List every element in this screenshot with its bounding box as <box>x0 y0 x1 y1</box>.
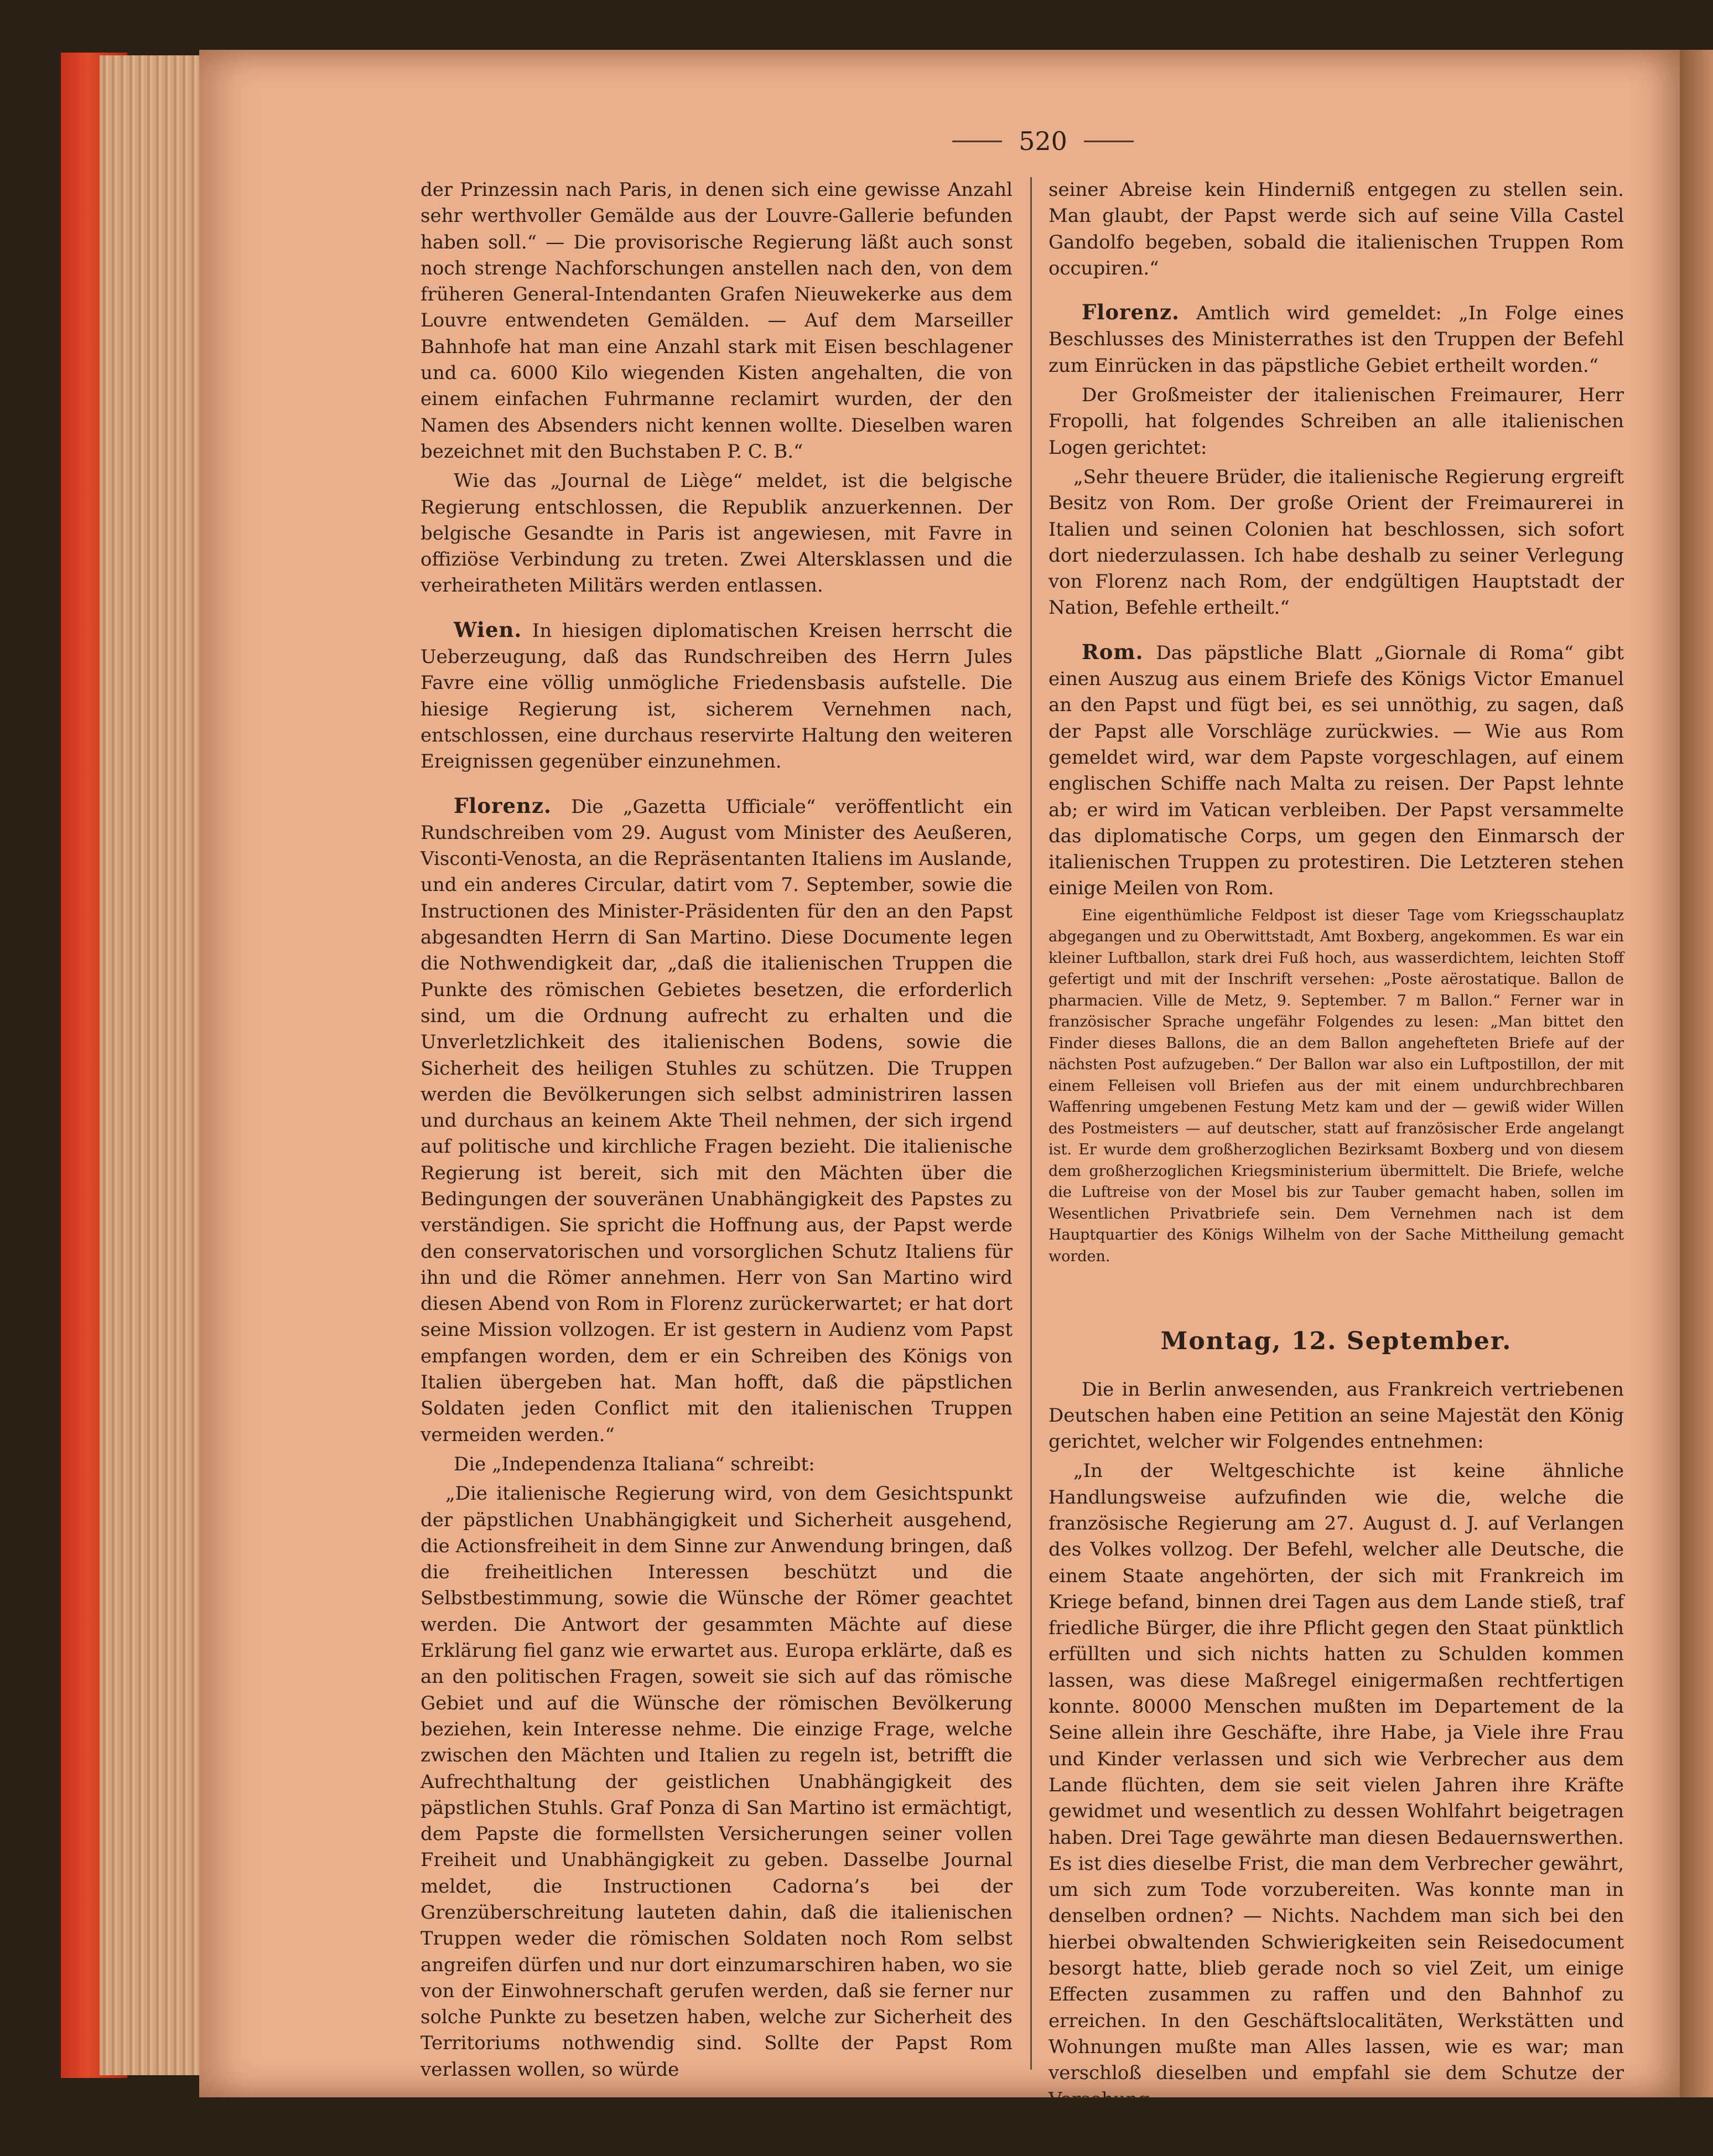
article-dateline: Wien. <box>454 617 522 642</box>
article-dateline: Rom. <box>1082 639 1144 664</box>
left-column <box>421 177 1013 2086</box>
article-text: In hiesigen diplomatischen Kreisen herrscht die Ueberzeugung, daß das Rundschreiben des Herrn Jules Favre eine völlig unmögliche Friedensbasis aufstelle. Die hiesige Regierung ist, sicherem Vernehmen nach, entschlossen, eine durchaus reservirte Haltung den weiteren Ereignissen gegenüber einzunehmen. <box>421 619 1013 773</box>
page-gutter-shadow <box>1680 50 1713 2097</box>
dated-article <box>421 793 1013 1448</box>
header-rule-right <box>1084 141 1134 142</box>
paragraph: Die in Berlin anwesenden, aus Frankreich vertriebenen Deutschen haben eine Petition an seine Majestät den König gerichtet, welcher wir Folgendes entnehmen: <box>1048 1378 1624 1453</box>
feldpost-note: Eine eigenthümliche Feldpost ist dieser Tage vom Kriegsschauplatz abgegangen und zu Oberwittstadt, Amt Boxberg, angekommen. Es war ein kleiner Luftballon, stark drei Fuß hoch, aus wasserdichtem, leichten Stoff gefertigt und mit der Inschrift versehen: „Poste aërostatique. Ballon de pharmacien. Ville de Metz, 9. September. 7 m Ballon.“ Ferner war in französischer Sprache ungefähr Folgendes zu lesen: „Man bittet den Finder dieses Ballons, die an dem Ballon angehefteten Briefe auf der nächsten Post aufzugeben.“ Der Ballon war also ein Luftpostillon, der mit einem Felleisen voll Briefen aus der mit einem undurchbrechbaren Waffenring umgebenen Festung Metz kam und der — gewiß wider Willen des Postmeisters — auf deutscher, statt auf französischer Erde angelangt ist. Er wurde dem großherzoglichen Bezirksamt Boxberg und von diesem dem großherzoglichen Kriegsministerium übermittelt. Die Briefe, welche die Luftreise von der Mosel bis zur Tauber gemacht haben, sollen im Wesentlichen Privatbriefe sein. Dem Vernehmen nach ist dem Hauptquartier des Königs Wilhelm von der Sache Mittheilung gemacht worden. <box>1048 906 1624 1265</box>
dated-article <box>421 617 1013 775</box>
paragraph: seiner Abreise kein Hinderniß entgegen zu stellen sein. Man glaubt, der Papst werde sich auf seine Villa Castel Gandolfo begeben, sobald die italienischen Truppen Rom occupiren.“ <box>1048 179 1624 279</box>
paragraph: Der Großmeister der italienischen Freimaurer, Herr Fropolli, hat folgendes Schreiben an alle italienischen Logen gerichtet: <box>1048 384 1624 459</box>
quoted-paragraph: „Die italienische Regierung wird, von dem Gesichtspunkt der päpstlichen Unabhängigkeit und Sicherheit ausgehend, die Actionsfreiheit in dem Sinne zur Anwendung bringen, daß die freiheitlichen Interessen beschützt und die Selbstbestimmung, sowie die Wünsche der Römer geachtet werden. Die Antwort der gesammten Mächte auf diese Erklärung fiel ganz wie erwartet aus. Europa erklärte, daß es an den politischen Fragen, soweit sie sich auf das römische Gebiet und auf die Wünsche der römischen Bevölkerung beziehen, kein Interesse nehme. Die einzige Frage, welche zwischen den Mächten und Italien zu regeln ist, betrifft die Aufrechthaltung der geistlichen Unabhängigkeit des päpstlichen Stuhls. Graf Ponza di San Martino ist ermächtigt, dem Papste die formellsten Versicherungen seiner vollen Freiheit und Unabhängigkeit zu geben. Dasselbe Journal meldet, die Instructionen Cadorna’s bei der Grenzüberschreitung lauteten dahin, daß die italienischen Truppen weder die römischen Soldaten noch Rom selbst angreifen dürfen und nur dort einzumarschiren haben, wo sie von der Einwohnerschaft gerufen werden, daß sie ferner nur solche Punkte zu besetzen haben, welche zur Sicherheit des Territoriums nothwendig sind. Sollte der Papst Rom verlassen wollen, so würde <box>421 1483 1013 2081</box>
dated-article <box>1048 299 1624 379</box>
paragraph: Wie das „Journal de Liège“ meldet, ist die belgische Regierung entschlossen, die Republik anzuerkennen. Der belgische Gesandte in Paris ist angewiesen, mit Favre in offiziöse Verbindung zu treten. Zwei Altersklassen und die verheiratheten Militärs werden entlassen. <box>421 470 1013 597</box>
header-rule-left <box>952 141 1002 142</box>
page-header <box>927 122 1159 160</box>
dated-article <box>1048 639 1624 902</box>
article-dateline: Florenz. <box>454 793 552 818</box>
paragraph: Die „Independenza Italiana“ schreibt: <box>454 1453 815 1475</box>
right-column <box>1048 177 1624 2116</box>
article-dateline: Florenz. <box>1082 300 1180 325</box>
quoted-paragraph: „Sehr theuere Brüder, die italienische Regierung ergreift Besitz von Rom. Der große Orient der Freimaurerei in Italien und seinen Colonien hat beschlossen, sich sofort dort niederzulassen. Ich habe deshalb zu seiner Verlegung von Florenz nach Rom, der endgültigen Hauptstadt der Nation, Befehle ertheilt.“ <box>1048 465 1624 619</box>
article-text: Das päpstliche Blatt „Giornale di Roma“ gibt einen Auszug aus einem Briefe des Königs Victor Emanuel an den Papst und fügt bei, es sei unnöthig, zu sagen, daß der Papst alle Vorschläge zurückwies. — Wie aus Rom gemeldet wird, war dem Papste vorgeschlagen, auf einem englischen Schiffe nach Malta zu reisen. Der Papst lehnte ab; er wird im Vatican verbleiben. Der Papst versammelte das diplomatische Corps, um gegen den Einmarsch der italienischen Truppen zu protestiren. Die Letzteren stehen einige Meilen von Rom. <box>1048 641 1624 900</box>
article-text: Amtlich wird gemeldet: „In Folge eines Beschlusses des Ministerrathes ist den Truppen der Befehl zum Einrücken in das päpstliche Gebiet ertheilt worden.“ <box>1048 302 1624 377</box>
article-text: Die „Gazetta Ufficiale“ veröffentlicht ein Rundschreiben vom 29. August vom Minister des Aeußeren, Visconti-Venosta, an die Repräsentanten Italiens im Auslande, und ein anderes Circular, datirt vom 7. September, sowie die Instructionen des Minister-Präsidenten für den an den Papst abgesandten Herrn di San Martino. Diese Documente legen die Nothwendigkeit dar, „daß die italienischen Truppen die Punkte des römischen Gebietes besetzen, die erforderlich sind, um die Ordnung aufrecht zu erhalten und die Unverletzlichkeit des italienischen Bodens, sowie die Sicherheit des heiligen Stuhles zu schützen. Die Truppen werden die Bevölkerungen sich selbst administriren lassen und durchaus an keinem Akte Theil nehmen, der sich irgend auf politische und kirchliche Fragen bezieht. Die italienische Regierung ist bereit, sich mit den Mächten über die Bedingungen der souveränen Unabhängigkeit des Papstes zu verständigen. Sie spricht die Hoffnung aus, der Papst werde den conservatorischen und vorsorglichen Schutz Italiens für ihn und die Römer annehmen. Herr von San Martino wird diesen Abend von Rom in Florenz zurückerwartet; er hat dort seine Mission vollzogen. Er ist gestern in Audienz vom Papst empfangen worden, dem er ein Schreiben des Königs von Italien übergeben hat. Man hofft, daß die päpstlichen Soldaten jeden Conflict mit den italienischen Truppen vermeiden werden.“ <box>421 795 1013 1446</box>
right-column-articles <box>1048 177 1624 902</box>
page-number: 520 <box>1019 126 1067 156</box>
section-body <box>1048 1377 1624 2113</box>
paragraph: der Prinzessin nach Paris, in denen sich eine gewisse Anzahl sehr werthvoller Gemälde aus der Louvre-Gallerie befunden haben soll.“ — Die provisorische Regierung läßt auch sonst noch strenge Nachforschungen anstellen nach den, von dem früheren General-Intendanten Grafen Nieuwekerke aus dem Louvre entwendeten Gemälden. — Auf dem Marseiller Bahnhofe hat man eine Anzahl stark mit Eisen beschlagener und ca. 6000 Kilo wiegenden Kisten angehalten, die von einem einfachen Fuhrmanne reclamirt wurden, der den Namen des Absenders nicht kennen wollte. Dieselben waren bezeichnet mit den Buchstaben P. C. B.“ <box>421 179 1013 463</box>
column-divider <box>1030 177 1032 2070</box>
section-heading: Montag, 12. September. <box>1160 1327 1512 1356</box>
quoted-paragraph: „In der Weltgeschichte ist keine ähnliche Handlungsweise aufzufinden wie die, welche die französische Regierung am 27. August d. J. auf Verlangen des Volkes vollzog. Der Befehl, welcher alle Deutsche, die einem Staate angehörten, der sich mit Frankreich im Kriege befand, binnen drei Tagen aus dem Lande stieß, traf friedliche Bürger, die ihre Pflicht gegen den Staat pünktlich erfüllten und sich nichts hatten zu Schulden kommen lassen, was diese Maßregel einigermaßen rechtfertigen konnte. 80000 Menschen mußten im Departement de la Seine allein ihre Geschäfte, ihre Habe, ja Viele ihre Frau und Kinder verlassen und sich wie Verbrecher aus dem Lande flüchten, dem sie seit vielen Jahren ihre Kräfte gewidmet und wesentlich zu dessen Wohlfahrt beigetragen haben. Drei Tage gewährte man diesen Bedauernswerthen. Es ist dies dieselbe Frist, die man dem Verbrecher gewährt, um sich zum Tode vorzubereiten. Was konnte man in denselben ordnen? — Nichts. Nachdem man sich bei den hierbei obwaltenden Schwierigkeiten sein Reisedocument besorgt hatte, blieb gerade noch so viel Zeit, um einige Effecten zusammen zu raffen und den Bahnhof zu erreichen. In den Geschäftslocalitäten, Werkstätten und Wohnungen mußte man Alles lassen, wie es war; man verschloß dieselben und empfahl sie dem Schutze der Vorsehung <box>1048 1460 1624 2111</box>
